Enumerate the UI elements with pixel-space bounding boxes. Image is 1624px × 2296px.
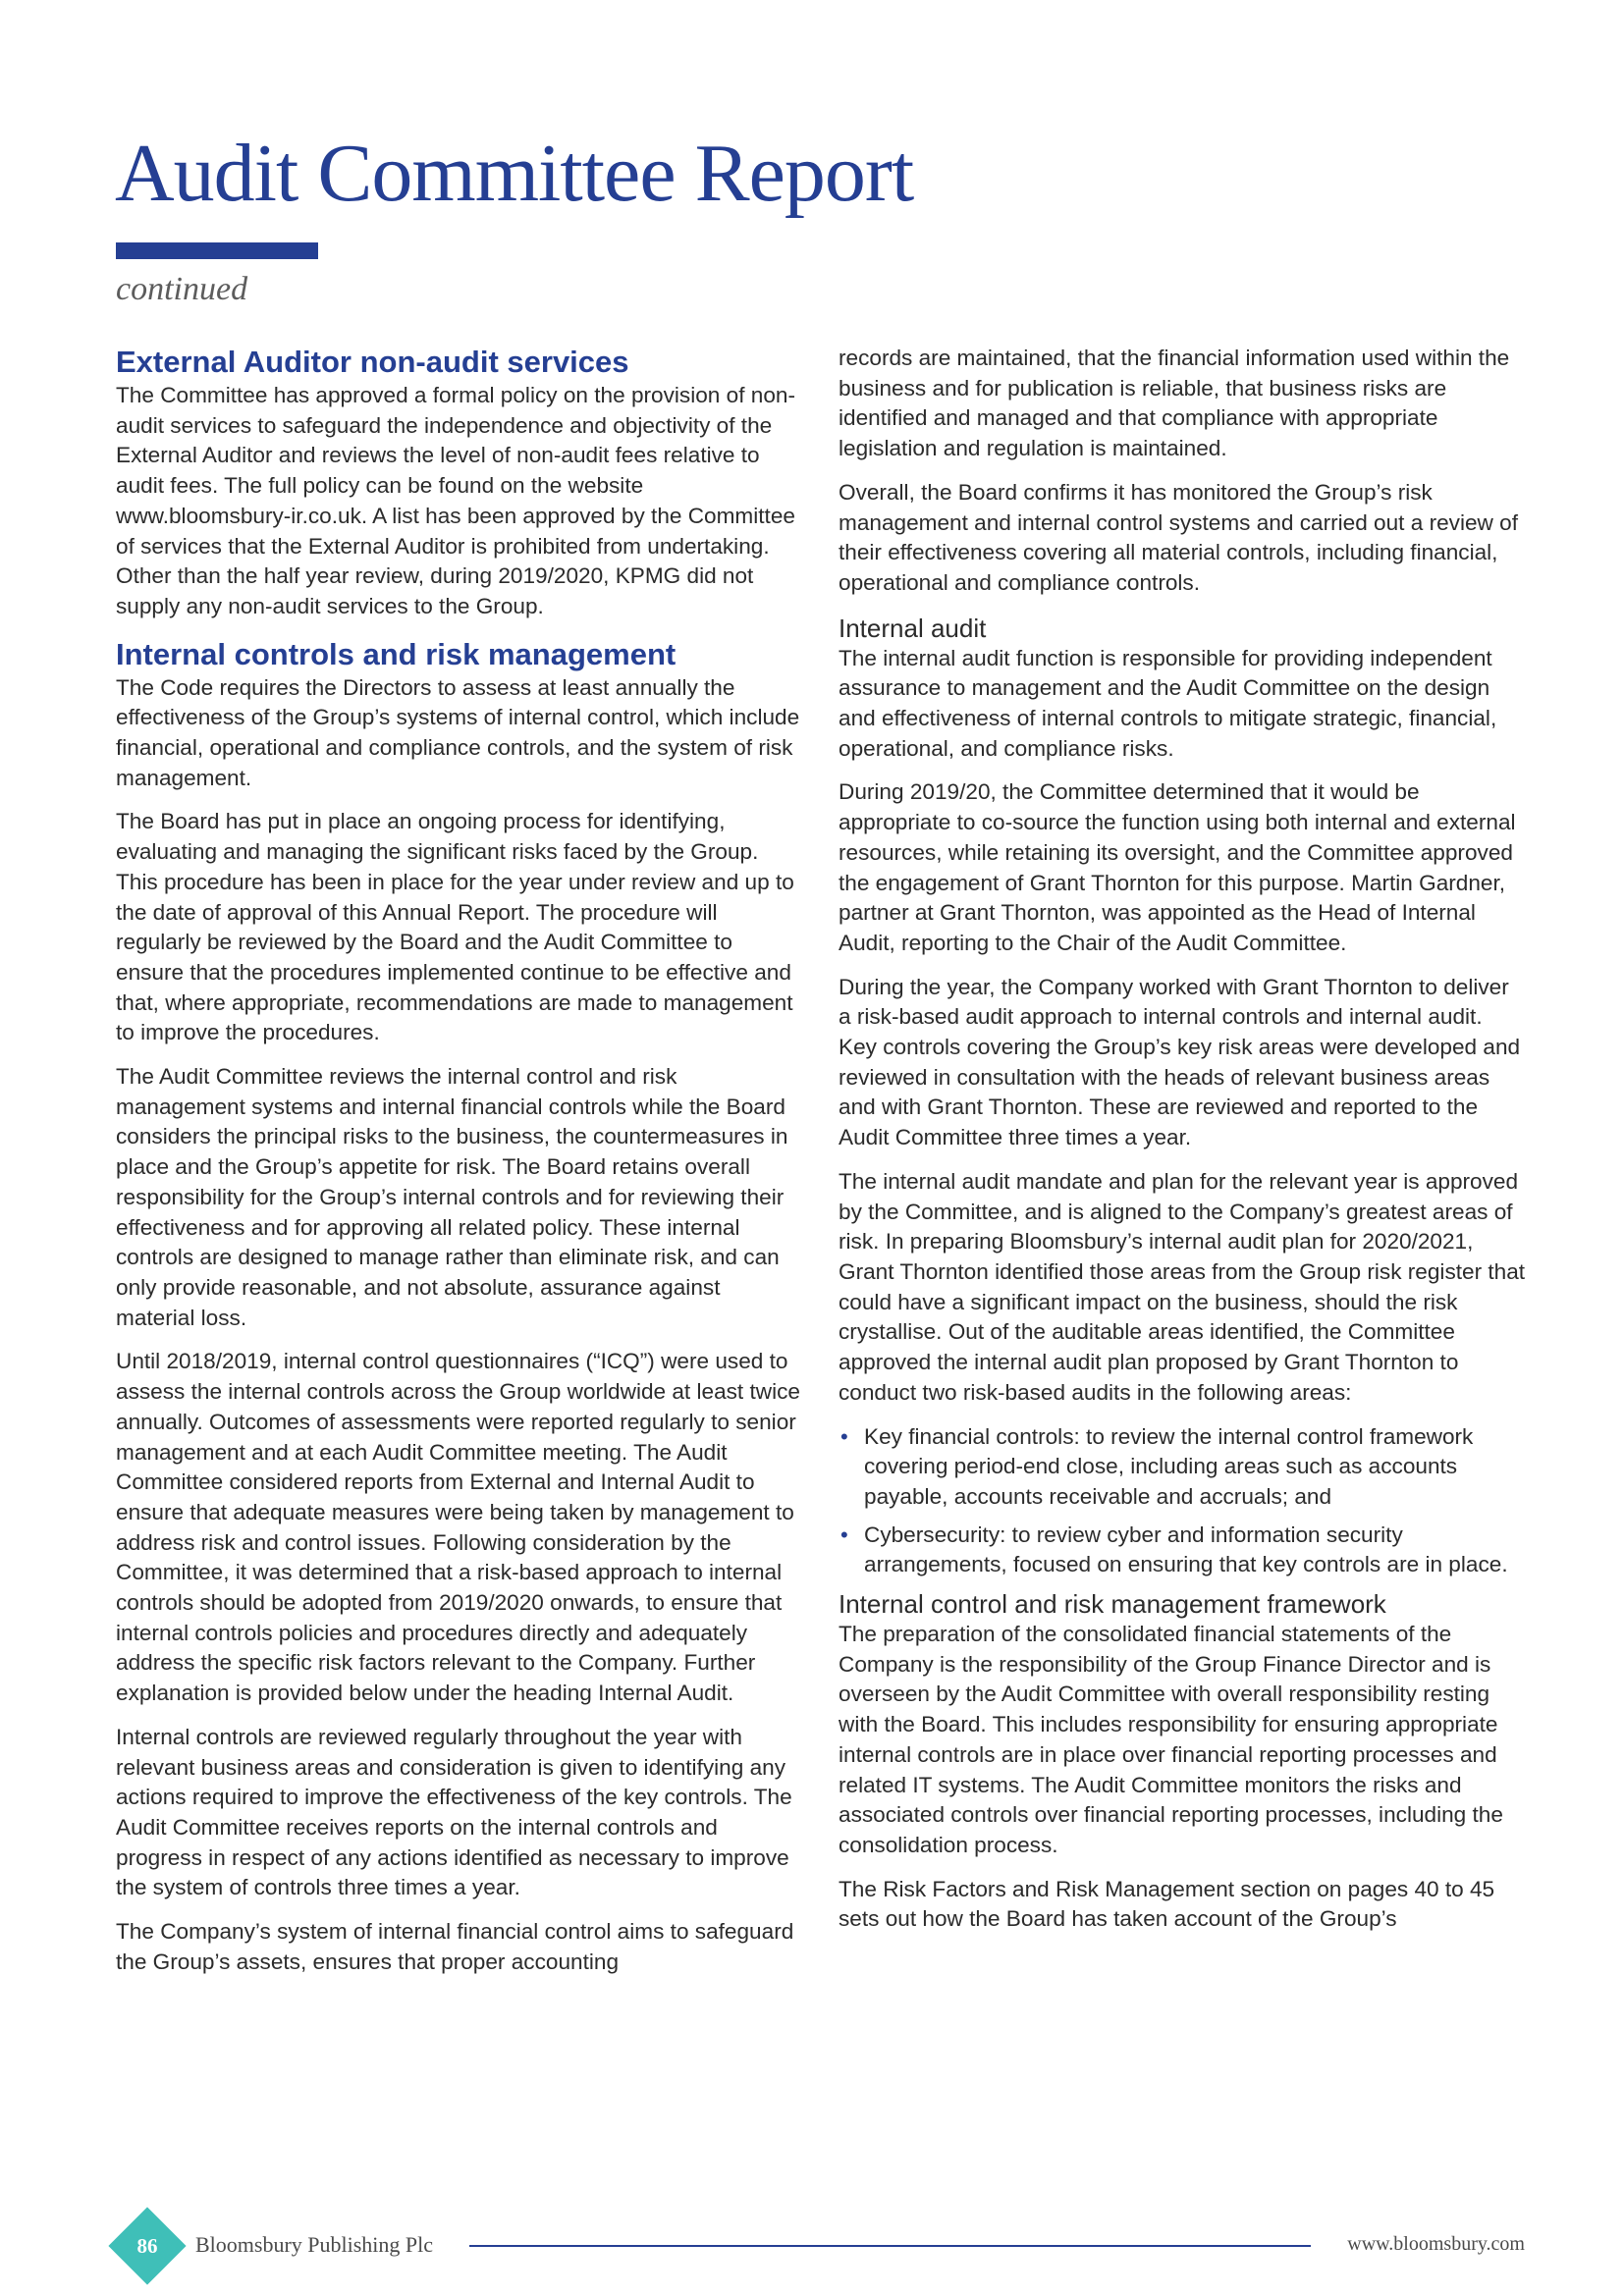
paragraph: The Company’s system of internal financial control aims to safeguard the Group’s assets, ensures that proper accounting	[116, 1919, 794, 1974]
bullet-icon: •	[840, 1522, 848, 1547]
paragraph: The Audit Committee reviews the internal control and risk management systems and internal financial controls while the Board considers the principal risks to the business, the countermeasures in place and the Group’s appetite for risk. The Board retains overall responsibility for the Group’s internal controls and for reviewing their effectiveness and for approving all related policy. These internal controls are designed to manage rather than eliminate risk, and can only provide reasonable, and not absolute, assurance against material loss.	[116, 1064, 788, 1330]
page-number: 86	[136, 2234, 158, 2258]
paragraph: The Code requires the Directors to assess at least annually the effectiveness of the Group’s systems of internal control, which include financial, operational and compliance controls, and the system of risk management.	[116, 674, 800, 790]
paragraph: The internal audit function is responsible for providing independent assurance to management and the Audit Committee on the design and effectiveness of internal controls to mitigate strategic, financial, operational, and compliance risks.	[839, 645, 1497, 761]
page-title: Audit Committee Report	[115, 128, 914, 219]
footer-company-name: Bloomsbury Publishing Plc	[195, 2232, 434, 2257]
list-item	[839, 1521, 1526, 1580]
footer-divider	[469, 2245, 1311, 2247]
title-underline-bar	[116, 242, 318, 259]
paragraph: The Board has put in place an ongoing process for identifying, evaluating and managing the significant risks faced by the Group. This procedure has been in place for the year under review and up to the date of approval of this Annual Report. The procedure will regularly be reviewed by the Board and the Audit Committee to ensure that the procedures implemented continue to be effective and that, where appropriate, recommendations are made to management to improve the procedures.	[116, 809, 794, 1045]
paragraph: Internal controls are reviewed regularly throughout the year with relevant business areas and consideration is given to identifying any actions required to improve the effectiveness of the key controls. The Audit Committee receives reports on the internal controls and progress in respect of any actions identified as necessary to improve the system of controls three times a year.	[116, 1724, 792, 1900]
subheading-internal-audit: Internal audit	[839, 613, 987, 643]
paragraph: records are maintained, that the financial information used within the business and for publication is reliable, that business risks are identified and managed and that compliance with appropriate legislation and regulation is maintained.	[839, 346, 1510, 461]
paragraph: During the year, the Company worked with Grant Thornton to deliver a risk-based audit approach to internal controls and internal audit. Key controls covering the Group’s key risk areas were developed and reviewed in consultation with the heads of relevant business areas and with Grant Thornton. These are reviewed and reported to the Audit Committee three times a year.	[839, 974, 1521, 1150]
paragraph: Until 2018/2019, internal control questionnaires (“ICQ”) were used to assess the internal controls across the Group worldwide at least twice annually. Outcomes of assessments were reported regularly to senior management and at each Audit Committee meeting. The Audit Committee considered reports from External and Internal Audit to ensure that adequate measures were being taken by management to address risk and control issues. Following consideration by the Committee, it was determined that a risk-based approach to internal controls should be adopted from 2019/2020 onwards, to ensure that internal controls policies and procedures directly and adequately address the specific risk factors relevant to the Company. Further explanation is provided below under the heading Internal Audit.	[116, 1349, 800, 1706]
subheading-control-framework: Internal control and risk management framework	[839, 1589, 1386, 1620]
paragraph: The preparation of the consolidated financial statements of the Company is the responsibility of the Group Finance Director and is overseen by the Audit Committee with overall responsibility resting with the Board. This includes responsibility for ensuring appropriate internal controls are in place over financial reporting processes and related IT systems. The Audit Committee monitors the risks and associated controls over financial reporting processes, including the consolidation process.	[839, 1622, 1503, 1857]
list-item	[839, 1422, 1526, 1513]
bullet-icon: •	[840, 1423, 848, 1449]
paragraph: The internal audit mandate and plan for the relevant year is approved by the Committee, and is aligned to the Company’s greatest areas of risk. In preparing Bloomsbury’s internal audit plan for 2020/2021, Grant Thornton identified those areas from the Group risk register that could have a significant impact on the business, should the risk crystallise. Out of the auditable areas identified, the Committee approved the internal audit plan proposed by Grant Thornton to conduct two risk-based audits in the following areas:	[839, 1168, 1526, 1405]
page-subtitle: continued	[116, 271, 248, 307]
list-item-text: Key financial controls: to review the internal control framework covering period-end close, including areas such as accounts payable, accounts receivable and accruals; and	[864, 1423, 1474, 1509]
list-item-text: Cybersecurity: to review cyber and information security arrangements, focused on ensuring that key controls are in place.	[864, 1522, 1508, 1577]
footer-website-link[interactable]: www.bloomsbury.com	[1347, 2233, 1525, 2255]
paragraph: Overall, the Board confirms it has monitored the Group’s risk management and internal control systems and carried out a review of their effectiveness covering all material controls, including financial, operational and compliance controls.	[839, 479, 1518, 595]
audit-areas-list	[839, 1422, 1526, 1581]
paragraph: The Committee has approved a formal policy on the provision of non-audit services to safeguard the independence and objectivity of the External Auditor and reviews the level of non-audit fees relative to audit fees. The full policy can be found on the website www.bloomsbury-ir.co.uk. A list has been approved by the Committee of services that the External Auditor is prohibited from undertaking. Other than the half year review, during 2019/2020, KPMG did not supply any non-audit services to the Group.	[116, 383, 795, 618]
paragraph: During 2019/20, the Committee determined that it would be appropriate to co-source the function using both internal and external resources, while retaining its oversight, and the Committee approved the engagement of Grant Thornton for this purpose. Martin Gardner, partner at Grant Thornton, was appointed as the Head of Internal Audit, reporting to the Chair of the Audit Committee.	[839, 779, 1516, 955]
section-heading-internal-controls: Internal controls and risk management	[116, 636, 677, 671]
left-column	[116, 344, 803, 1991]
paragraph: The Risk Factors and Risk Management section on pages 40 to 45 sets out how the Board has taken account of the Group’s	[839, 1876, 1495, 1932]
right-column	[839, 344, 1526, 1949]
section-heading-non-audit-services: External Auditor non-audit services	[116, 345, 629, 379]
